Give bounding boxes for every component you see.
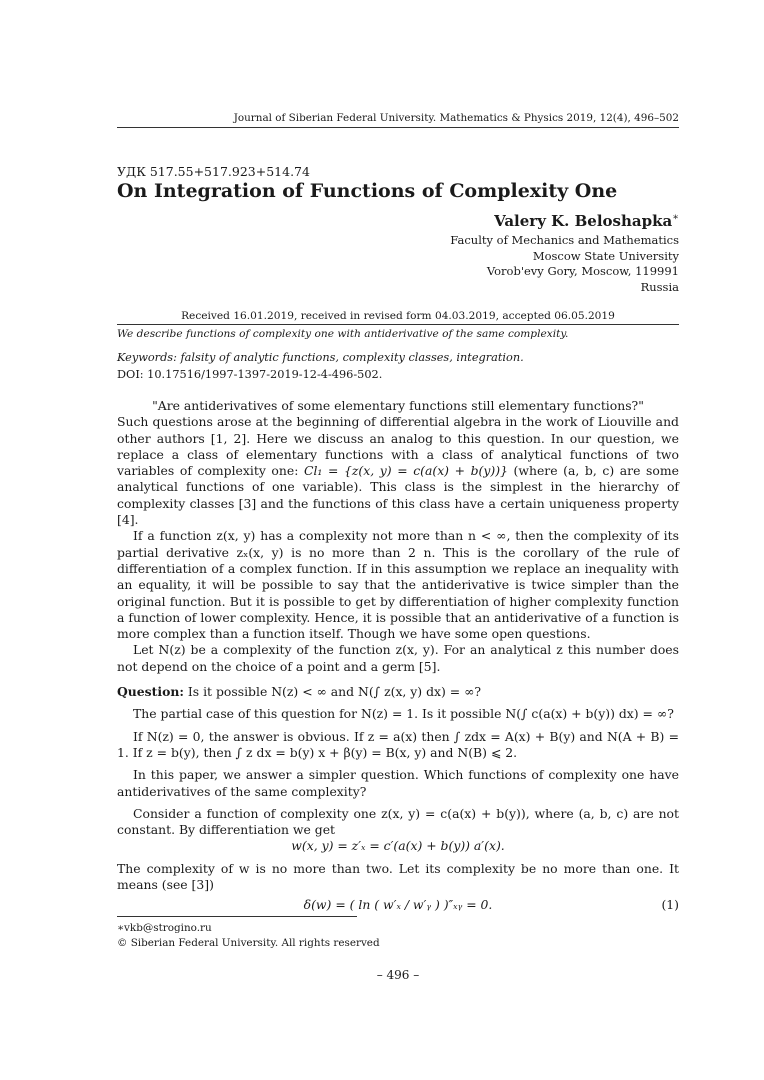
- footnote-copyright: © Siberian Federal University. All rights reserved: [117, 936, 380, 949]
- equation-number: (1): [661, 897, 679, 913]
- affiliation: [450, 233, 679, 295]
- paragraph-text: (where (a, b, c) are some analytical functions of one variable). This class is the simplest in the hierarchy of complexity classes [3] and the functions of this class have a certain uniqueness property [4].: [117, 463, 679, 528]
- equation-1-text: δ(w) = ( ln ( w′ₓ / w′ᵧ ) )″ₓᵧ = 0.: [303, 897, 493, 913]
- affiliation-line: Faculty of Mechanics and Mathematics: [450, 233, 679, 247]
- affiliation-line: Russia: [640, 279, 679, 294]
- affiliation-line: Moscow State University: [532, 248, 679, 263]
- paper-page: [117, 0, 679, 1080]
- paragraph: If a function z(x, y) has a complexity not more than n < ∞, then the complexity of its partial derivative zₓ(x, y) is no more than 2 n. This is the corollary of the rule of differentiation of a complex function. If in this assumption we replace an inequality with an equality, it will be possible to say that the antiderivative is twice simpler than the original function. But it is possible to get by differentiation of higher complexity function a function of lower complexity. Hence, it is possible that an antiderivative of a function is more complex than a function itself. Though we have some open questions.: [117, 528, 679, 642]
- opening-quote: "Are antiderivatives of some elementary functions still elementary functions?": [152, 398, 644, 413]
- equation-1: [117, 893, 679, 921]
- paper-title: On Integration of Functions of Complexity One: [117, 180, 618, 202]
- paragraph: The complexity of w is no more than two. Let its complexity be no more than one. It means (see [3]): [117, 860, 679, 893]
- udk-code: УДК 517.55+517.923+514.74: [117, 164, 310, 179]
- equation-1-formula: [117, 897, 679, 913]
- paragraph: If N(z) = 0, the answer is obvious. If z = a(x) then ∫ zdx = A(x) + B(y) and N(A + B) = 1. If z = b(y), then ∫ z dx = b(y) x + β(y) = B(x, y) and N(B) ⩽ 2.: [117, 728, 679, 760]
- question-label: Question:: [117, 684, 184, 700]
- equation-w: [117, 838, 679, 854]
- received-dates: Received 16.01.2019, received in revised form 04.03.2019, accepted 06.05.2019: [181, 310, 615, 322]
- body-text: [117, 398, 679, 921]
- received-rule: [117, 324, 679, 325]
- keywords: Keywords: falsity of analytic functions, complexity classes, integration.: [117, 351, 524, 364]
- footnote-email: ∗vkb@strogino.ru: [117, 922, 212, 934]
- author-footnote-mark: ∗: [672, 212, 679, 223]
- class-formula: Cl₁ = {z(x, y) = c(a(x) + b(y))}: [303, 463, 508, 479]
- question-text: Is it possible N(z) < ∞ and N(∫ z(x, y) dx) = ∞?: [187, 684, 482, 700]
- running-head: Journal of Siberian Federal University. Mathematics & Physics 2019, 12(4), 496–502: [233, 112, 679, 124]
- paragraph: [117, 414, 679, 528]
- footnote-rule: [117, 916, 357, 917]
- paragraph-text: Such questions arose at the beginning of differential algebra in the work of Liouville and other authors [1, 2]. Here we discuss an analog to this question. In our question, we replace a class of elementary functions with a class of analytical functions of two variables of complexity one:: [117, 414, 679, 479]
- question: [117, 684, 679, 700]
- header-rule: [117, 127, 679, 128]
- paragraph: The partial case of this question for N(z) = 1. Is it possible N(∫ c(a(x) + b(y)) dx) = ∞?: [133, 706, 674, 722]
- paragraph: Let N(z) be a complexity of the function z(x, y). For an analytical z this number does not depend on the choice of a point and a germ [5].: [117, 642, 679, 674]
- equation-w-text: w(x, y) = z′ₓ = c′(a(x) + b(y)) a′(x).: [291, 838, 505, 854]
- doi: DOI: 10.17516/1997-1397-2019-12-4-496-502.: [117, 368, 383, 381]
- footnotes: [117, 921, 380, 950]
- affiliation-line: Vorob'evy Gory, Moscow, 119991: [486, 264, 679, 279]
- abstract: We describe functions of complexity one with antiderivative of the same complexity.: [117, 328, 569, 340]
- paragraph: Consider a function of complexity one z(x, y) = c(a(x) + b(y)), where (a, b, c) are not constant. By differentiation we get: [117, 805, 679, 838]
- paragraph: In this paper, we answer a simpler question. Which functions of complexity one have antiderivatives of the same complexity?: [117, 767, 679, 799]
- author-name: [494, 212, 679, 230]
- page-number: – 496 –: [376, 968, 420, 982]
- author-name-text: Valery K. Beloshapka: [494, 212, 673, 230]
